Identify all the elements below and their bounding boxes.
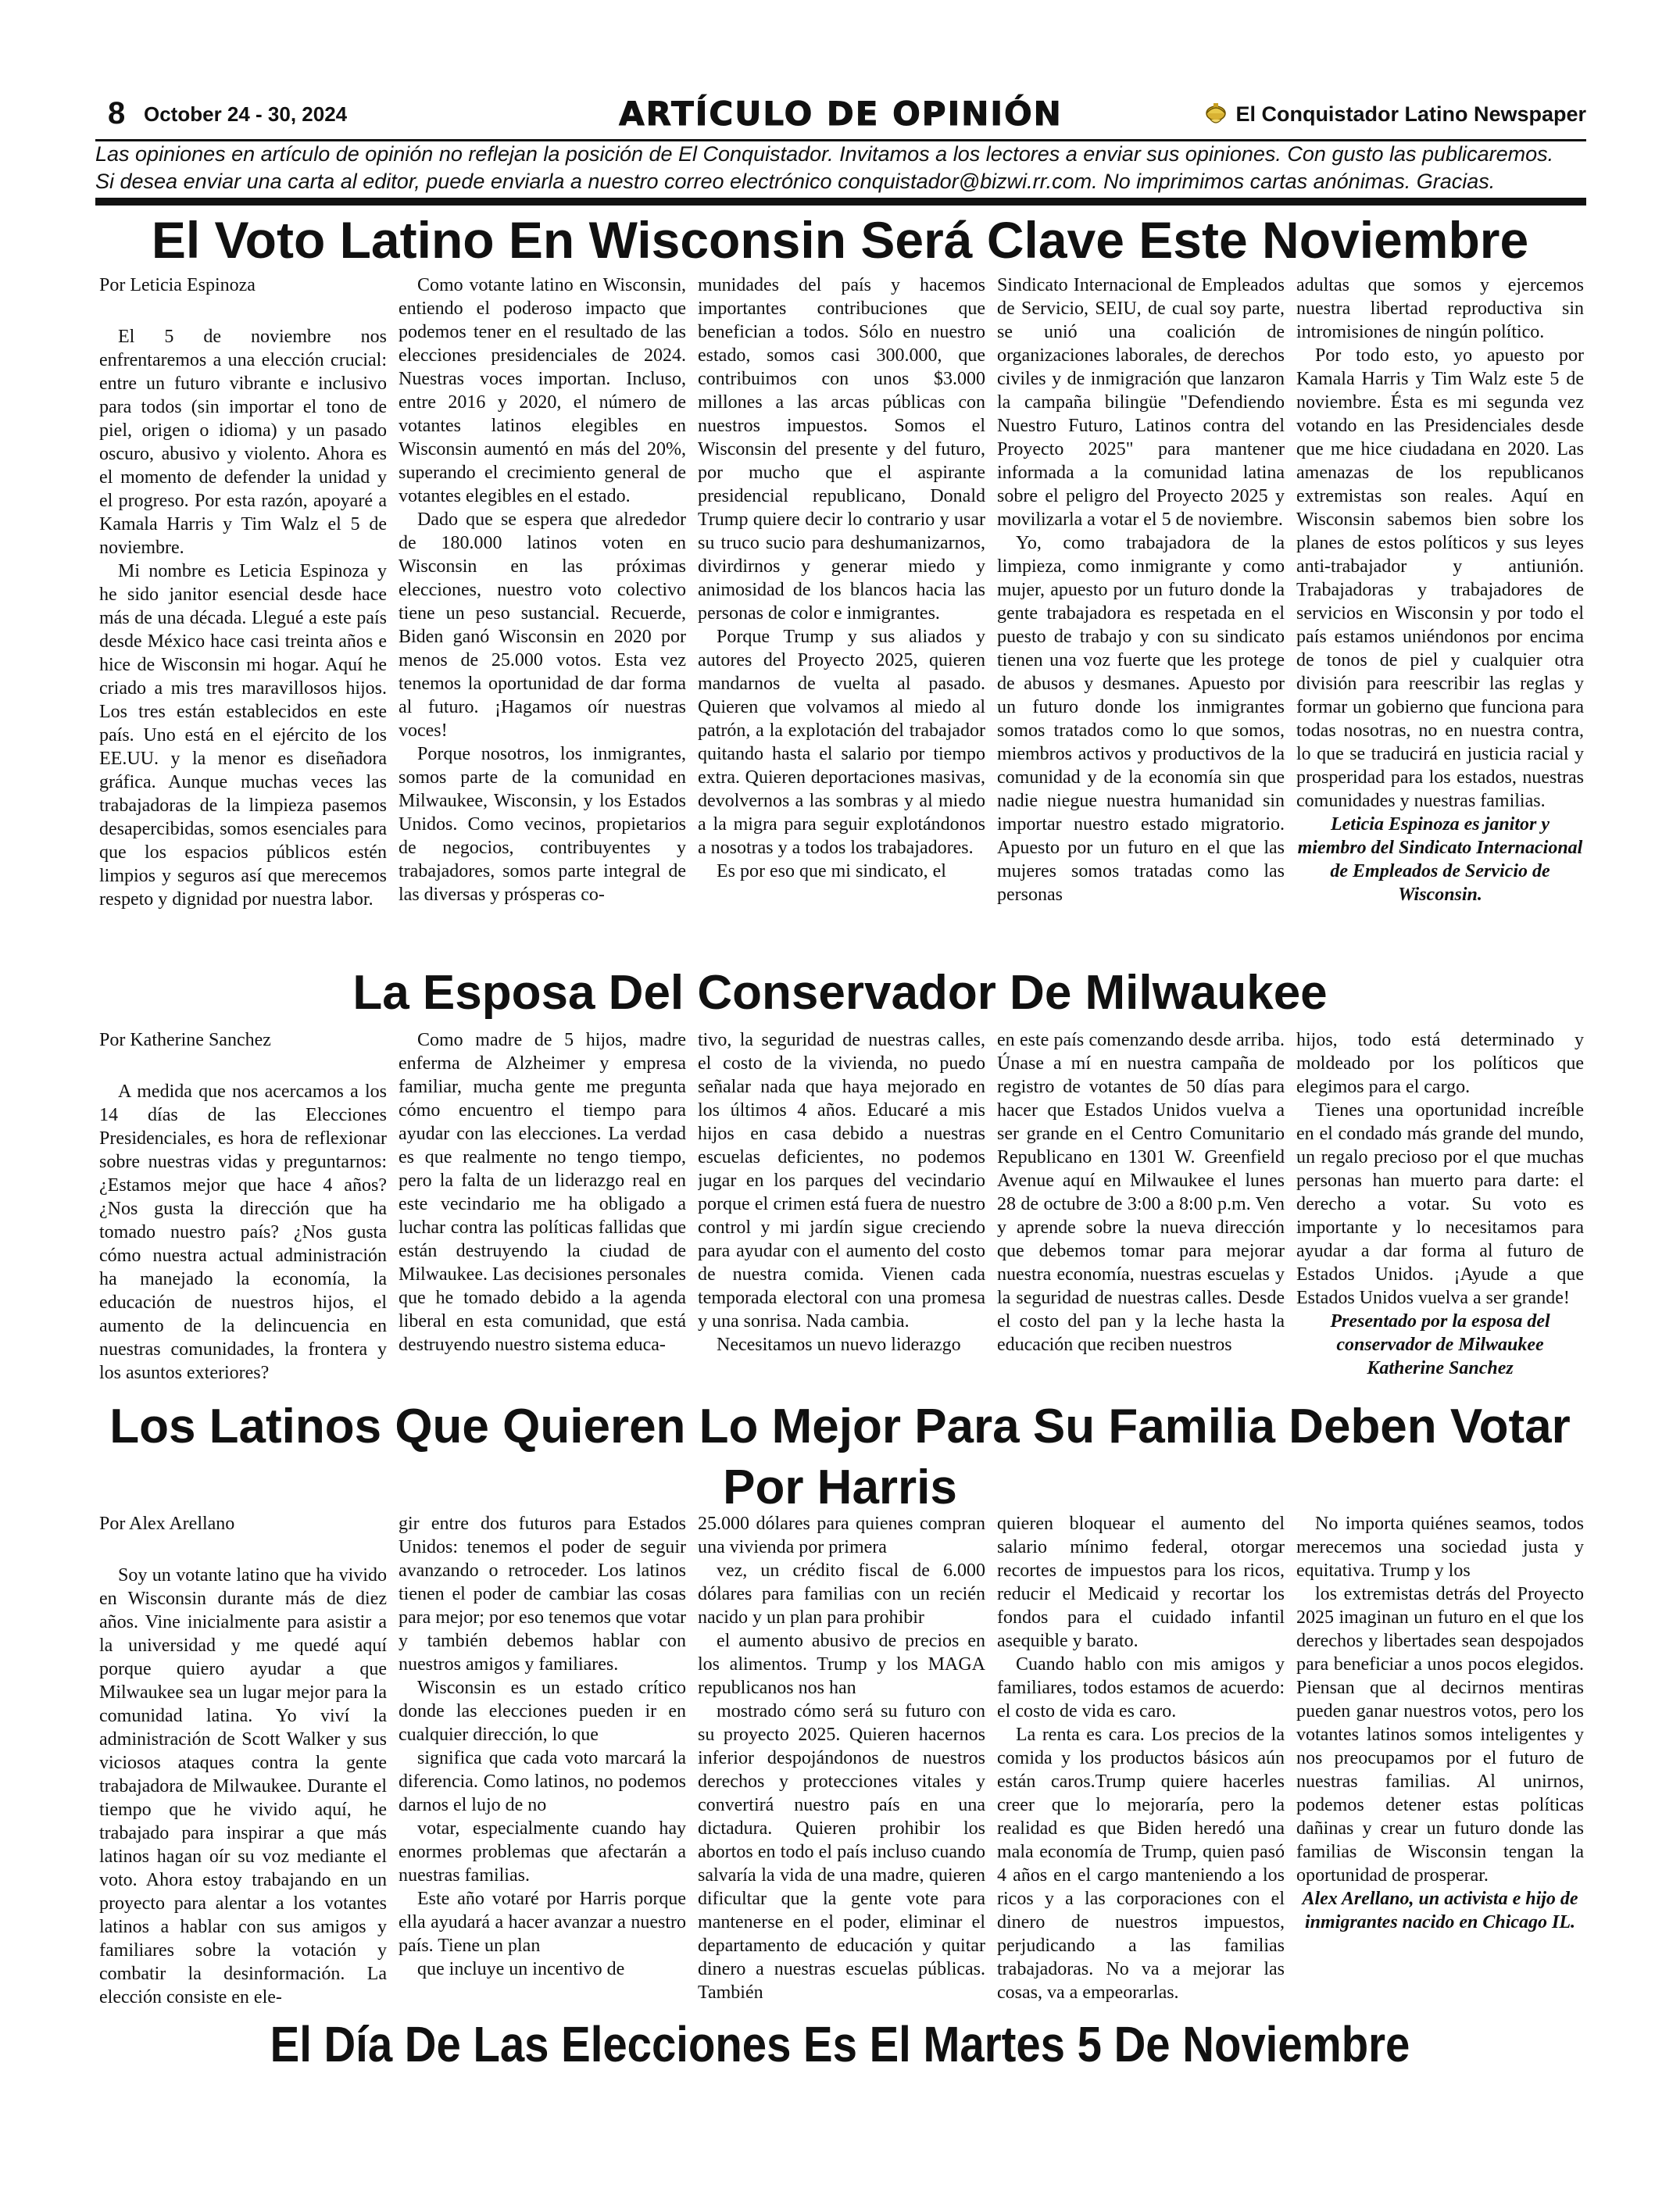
paragraph: el aumento abusivo de precios en los alimentos. Trump y los MAGA republicanos nos han — [698, 1631, 985, 1698]
paragraph: 25.000 dólares para quienes compran una vivienda por primera — [698, 1514, 985, 1557]
paragraph: Como votante latino en Wisconsin, entiendo el poderoso impacto que podemos tener en el resultado de las elecciones presidenciales de 2024. Nuestras voces importan. Incluso, entre 2016 y 2020, el número de votantes latinos elegibles en Wisconsin aumentó en más del 20%, superando el crecimiento general de votantes elegibles en el estado. — [399, 275, 686, 506]
paragraph: Tienes una oportunidad increíble en el condado más grande del mundo, un regalo precioso por el que muchas personas han muerto para darte: el derecho a votar. Su voto es importante y lo necesitamos para ayudar a dar forma al futuro de Estados Unidos. ¡Ayude a que Estados Unidos vuelva a ser grande! — [1296, 1100, 1584, 1308]
issue-date: October 24 - 30, 2024 — [144, 102, 348, 126]
article-headline: Los Latinos Que Quieren Lo Mejor Para Su Familia Deben Votar Por Harris — [109, 1400, 1571, 1514]
paragraph: Soy un votante latino que ha vivido en Wisconsin durante más de diez años. Vine inicialmente para asistir a la universidad y me quedé aquí porque quiero ayudar a que Milwaukee sea un lugar mejor para la comunidad latina. Yo viví la administración de Scott Walker y sus viciosos ataques contra la gente trabajadora de Milwaukee. Durante el tiempo que he vivido aquí, he trabajado para inspirar a que más latinos hagan oír su voz mediante el voto. Ahora estoy trabajando en un proyecto para alentar a los votantes latinos a hablar con sus amigos y familiares sobre la votación y combatir la desinformación. La elección consiste en ele- — [99, 1565, 387, 2007]
article-column — [99, 1028, 387, 1394]
paragraph: Mi nombre es Leticia Espinoza y he sido janitor esencial desde hace más de una década. Llegué a este país desde México hace casi treinta años e hice de Wisconsin mi hogar. Aquí he criado a mis tres maravillosos hijos. Los tres están establecidos en este país. Uno está en el ejército de los EE.UU. y la menor es diseñadora gráfica. Aunque muchas veces las trabajadoras de la limpieza pasemos desapercibidas, somos esenciales para que los espacios públicos estén limpios y seguros así que merecemos respeto y dignidad por nuestra labor. — [99, 561, 387, 910]
disclaimer-line: Las opiniones en artículo de opinión no reflejan la posición de El Conquistador. Invitamos a los lectores a enviar sus opiniones. Con gusto las publicaremos. — [95, 142, 1554, 166]
election-day-banner: El Día De Las Elecciones Es El Martes 5 De Noviembre — [270, 2016, 1410, 2072]
paragraph: quieren bloquear el aumento del salario mínimo federal, otorgar recortes de impuestos para los ricos, reducir el Medicaid y recortar los fondos para el cuidado infantil asequible y barato. — [997, 1514, 1285, 1651]
paragraph: No importa quiénes seamos, todos merecemos una sociedad justa y equitativa. Trump y los — [1296, 1514, 1584, 1581]
article-column — [698, 1028, 985, 1394]
byline: Por Alex Arellano — [99, 1514, 235, 1534]
article-column — [99, 274, 387, 967]
paragraph: munidades del país y hacemos importantes contribuciones que benefician a todos. Sólo en nuestro estado, somos casi 300.000, que contribuimos con unos $3.000 millones a las arcas públicas con nuestros impuestos. Somos el Wisconsin del presente y del futuro, por mucho que el aspirante presidencial republicano, Donald Trump quiere decir lo contrario y usar su truco sucio para deshumanizarnos, divirdirnos y generar miedo y animosidad de los blancos hacia las personas de color e inmigrantes. — [698, 275, 985, 624]
paragraph: Es por eso que mi sindicato, el — [717, 861, 946, 881]
byline: Por Leticia Espinoza — [99, 275, 256, 295]
paragraph: Necesitamos un nuevo liderazgo — [717, 1335, 961, 1355]
page-number: 8 — [108, 96, 126, 130]
paragraph: los extremistas detrás del Proyecto 2025 imaginan un futuro en el que los derechos y libertades sean despojados para beneficiar a unos pocos elegidos. Piensan que al decirnos mentiras pueden ganar nuestros votos, pero los votantes latinos somos inteligentes y nos preocupamos por el futuro de nuestras familias. Al unirnos, podemos detener estas políticas dañinas y crear un futuro donde las familias de Wisconsin tengan la oportunidad de prosperar. — [1296, 1584, 1584, 1886]
paragraph: votar, especialmente cuando hay enormes problemas que afectarán a nuestras familias. — [399, 1818, 686, 1886]
paper-name: El Conquistador Latino Newspaper — [1235, 102, 1586, 126]
article-headline: La Esposa Del Conservador De Milwaukee — [352, 966, 1328, 1020]
paragraph: significa que cada voto marcará la diferencia. Como latinos, no podemos darnos el lujo de no — [399, 1748, 686, 1815]
article-column — [399, 274, 686, 967]
article-column — [698, 1512, 985, 2012]
article-column — [399, 1028, 686, 1394]
paragraph: Dado que se espera que alrededor de 180.000 latinos voten en Wisconsin en las próximas elecciones, nuestro voto colectivo tiene un peso sustancial. Recuerde, Biden ganó Wisconsin en 2020 por menos de 25.000 votos. Esta vez tenemos la oportunidad de dar forma al futuro. ¡Hagamos oír nuestras voces! — [399, 509, 686, 741]
paragraph: Por todo esto, yo apuesto por Kamala Harris y Tim Walz este 5 de noviembre. Ésta es mi segunda vez votando en las Presidenciales desde que me hice ciudadana en 2020. Las amenazas de los republicanos extremistas son reales. Aquí en Wisconsin sabemos bien sobre los planes de estos políticos y sus leyes anti-trabajador y antiunión. Trabajadoras y trabajadores de servicios en Wisconsin y por todo el país estamos uniéndonos por encima de tonos de piel y cualquier otra división para reescribir las reglas y formar un gobierno que funciona para todas nosotras, no en nuestra contra, lo que se traducirá en justicia racial y prosperidad para los estados, nuestras comunidades y nuestras familias. — [1296, 345, 1584, 811]
paragraph: El 5 de noviembre nos enfrentaremos a una elección crucial: entre un futuro vibrante e inclusivo para todos (sin importar el tono de piel, origen o idioma) y un pasado oscuro, abusivo y violento. Ahora es el momento de defender la unidad y el progreso. Por esta razón, apoyaré a Kamala Harris y Tim Walz el 5 de noviembre. — [99, 327, 387, 558]
paragraph: Yo, como trabajadora de la limpieza, como inmigrante y como mujer, apuesto por un futuro donde la gente trabajadora es respetada en el puesto de trabajo y con su sindicato tienen una voz fuerte que les protege de abusos y desmanes. Apuesto por un futuro donde los inmigrantes somos tratados como lo que somos, miembros activos y productivos de la comunidad y de la economía sin que nadie niegue nuestra humanidad sin importar nuestro estado migratorio. Apuesto por un futuro en el que las mujeres somos tratadas como las personas — [997, 533, 1285, 905]
paragraph: adultas que somos y ejercemos nuestra libertad reproductiva sin intromisiones de ningún político. — [1296, 275, 1584, 342]
paragraph: en este país comenzando desde arriba. Únase a mí en nuestra campaña de registro de votantes de 50 días para hacer que Estados Unidos vuelva a ser grande en el Centro Comunitario Republicano en 1301 W. Greenfield Avenue aquí en Milwaukee el lunes 28 de octubre de 3:00 a 8:00 p.m. Ven y aprende sobre la nueva dirección que debemos tomar para mejorar nuestra economía, nuestras escuelas y la seguridad de nuestras calles. Desde el costo del pan y la leche hasta la educación que reciben nuestros — [997, 1030, 1285, 1355]
page-header — [95, 92, 1586, 139]
paragraph: Cuando hablo con mis amigos y familiares, todos estamos de acuerdo: el costo de vida es caro. — [997, 1654, 1285, 1721]
article-column — [1296, 1028, 1584, 1394]
conquistador-helmet-icon — [1204, 101, 1228, 127]
article-column — [997, 274, 1285, 967]
paragraph: Sindicato Internacional de Empleados de Servicio, SEIU, de cual soy parte, se unió una coalición de organizaciones laborales, de derechos civiles y de inmigración que lanzaron la campaña bilingüe "Defendiendo Nuestro Futuro, Latinos contra del Proyecto 2025" para mantener informada a la comunidad latina sobre el peligro del Proyecto 2025 y movilizarla a votar el 5 de noviembre. — [997, 275, 1285, 530]
paragraph: tivo, la seguridad de nuestras calles, el costo de la vivienda, no puedo señalar nada que haya mejorado en los últimos 4 años. Educaré a mis hijos en casa debido a nuestras escuelas deficientes, no podemos jugar en los parques del vecindario porque el crimen está fuera de nuestro control y mi jardín sigue creciendo para ayudar con el aumento del costo de nuestra comida. Vienen cada temporada electoral con una promesa y una sonrisa. Nada cambia. — [698, 1030, 985, 1332]
paragraph: Porque Trump y sus aliados y autores del Proyecto 2025, quieren mandarnos de vuelta al pasado. Quieren que volvamos al miedo al patrón, a la explotación del trabajador quitando hasta el salario por tiempo extra. Quieren deportaciones masivas, devolvernos a las sombras y al miedo a la migra para seguir explotándonos a nosotras y a todos los trabajadores. — [698, 627, 985, 858]
article-column — [997, 1512, 1285, 2012]
paragraph: hijos, todo está determinado y moldeado por los políticos que elegimos para el cargo. — [1296, 1030, 1584, 1097]
author-signature: Presentado por la esposa del conservador de Milwaukee Katherine Sanchez — [1330, 1311, 1550, 1378]
article-column — [99, 1512, 387, 2012]
author-signature: Alex Arellano, un activista e hijo de inmigrantes nacido en Chicago IL. — [1302, 1889, 1578, 1932]
section-divider — [95, 198, 1586, 206]
article-column — [399, 1512, 686, 2012]
article-headline: El Voto Latino En Wisconsin Será Clave Este Noviembre — [151, 211, 1529, 269]
article-column — [997, 1028, 1285, 1394]
author-signature: Leticia Espinoza es janitor y miembro del Sindicato Internacional de Empleados de Servicio de Wisconsin. — [1297, 814, 1583, 905]
editorial-disclaimer — [95, 141, 1586, 195]
paragraph: que incluye un incentivo de — [417, 1959, 625, 1979]
paragraph: Wisconsin es un estado crítico donde las elecciones pueden ir en cualquier dirección, lo que — [399, 1678, 686, 1745]
paragraph: Porque nosotros, los inmigrantes, somos parte de la comunidad en Milwaukee, Wisconsin, y los Estados Unidos. Como vecinos, propietarios de negocios, contribuyentes y trabajadores, somos parte integral de las diversas y prósperas co- — [399, 744, 686, 905]
byline: Por Katherine Sanchez — [99, 1030, 271, 1050]
masthead — [1204, 92, 1586, 136]
paragraph: vez, un crédito fiscal de 6.000 dólares para familias con un recién nacido y un plan para prohibir — [698, 1561, 985, 1628]
article-column — [698, 274, 985, 967]
paragraph: mostrado cómo será su futuro con su proyecto 2025. Quieren hacernos inferior despojándonos de nuestros derechos y protecciones vitales y convertirá nuestro país en una dictadura. Quieren prohibir los abortos en todo el país incluso cuando salvaría la vida de una madre, quieren dificultar que la gente vote para mantenerse en el poder, eliminar el departamento de educación y quitar dinero a nuestras escuelas públicas. También — [698, 1701, 985, 2003]
article-column — [1296, 274, 1584, 967]
article-column — [1296, 1512, 1584, 2012]
section-title: ARTÍCULO DE OPINIÓN — [619, 95, 1063, 133]
paragraph: La renta es cara. Los precios de la comida y los productos básicos aún están caros.Trump quiere hacerles creer que lo mejoraría, pero la realidad es que Biden heredó una mala economía de Trump, quien pasó 4 años en el cargo manteniendo a los ricos y a las corporaciones con el dinero de nuestros impuestos, perjudicando a las familias trabajadoras. No va a mejorar las cosas, va a empeorarlas. — [997, 1725, 1285, 2003]
paragraph: A medida que nos acercamos a los 14 días de las Elecciones Presidenciales, es hora de reflexionar sobre nuestras vidas y preguntarnos: ¿Estamos mejor que hace 4 años? ¿Nos gusta la dirección que ha tomado nuestro país? ¿Nos gusta cómo nuestra actual administración ha manejado la economía, la educación de nuestros hijos, el aumento de la delincuencia en nuestras comunidades, la frontera y los asuntos exteriores? — [99, 1081, 387, 1383]
paragraph: gir entre dos futuros para Estados Unidos: tenemos el poder de seguir avanzando o retroceder. Los latinos tienen el poder de cambiar las cosas para mejor; por eso tenemos que votar y también debemos hablar con nuestros amigos y familiares. — [399, 1514, 686, 1675]
disclaimer-line: Si desea enviar una carta al editor, puede enviarla a nuestro correo electrónico conquistador@bizwi.rr.com. No imprimimos cartas anónimas. Gracias. — [95, 170, 1496, 193]
paragraph: Como madre de 5 hijos, madre enferma de Alzheimer y empresa familiar, mucha gente me pregunta cómo encuentro el tiempo para ayudar con las elecciones. La verdad es que realmente no tengo tiempo, pero la falta de un liderazgo real en este vecindario me ha obligado a luchar contra las políticas fallidas que están destruyendo la ciudad de Milwaukee. Las decisiones personales que he tomado debido a la agenda liberal en esta comunidad, que está destruyendo nuestro sistema educa- — [399, 1030, 686, 1355]
paragraph: Este año votaré por Harris porque ella ayudará a hacer avanzar a nuestro país. Tiene un plan — [399, 1889, 686, 1956]
